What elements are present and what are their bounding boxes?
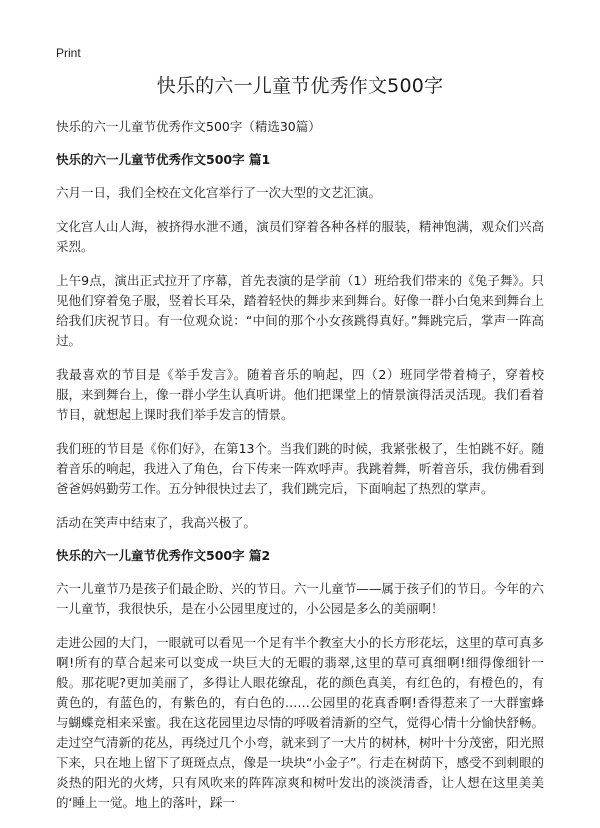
paragraph: 走进公园的大门，一眼就可以看见一个足有半个教室大小的长方形花坛，这里的草可真多啊!所有的草合起来可以变成一块巨大的无暇的翡翠,这里的草可真细啊!细得像细针一般。那花呢?更加美丽了，多得让人眼花缭乱，花的颜色真美，有红色的，有橙色的，有黄色的，有蓝色的，有紫色的，有白色的……公园里的花真香啊!香得惹来了一大群蜜蜂与蝴蝶竞相来采蜜。我在这花园里边尽情的呼吸着清新的空气，觉得心情十分愉快舒畅。走过空气清新的花丛，再绕过几个小弯，就来到了一大片的树林，树叶十分茂密，阳光照下来，只在地上留下了斑斑点点，像是一块块“小金子”。行走在树荫下，感受不到刺眼的炎热的阳光的火烤，只有风吹来的阵阵凉爽和树叶发出的淡淡清香，让人想在这里美美的‘睡上一觉。地上的落叶，踩一 <box>56 635 544 810</box>
paragraph: 我最喜欢的节目是《举手发言》。随着音乐的响起，四（2）班同学带着椅子，穿着校服，来到舞台上，像一群小学生认真听讲。他们把课堂上的情景演得活灵活现。我们看着节目，就想起上课时我们举手发言的情景。 <box>56 367 544 422</box>
paragraph: 六月一日，我们全校在文化宫举行了一次大型的文艺汇演。 <box>56 185 382 200</box>
section-heading: 快乐的六一儿童节优秀作文500字 篇1 <box>56 152 271 167</box>
section-2 <box>56 547 544 813</box>
paragraph: 文化宫人山人海，被挤得水泄不通，演员们穿着各种各样的服装，精神饱满，观众们兴高采烈。 <box>56 219 544 254</box>
document-title: 快乐的六一儿童节优秀作文500字 <box>156 75 444 97</box>
section-1 <box>56 151 544 533</box>
paragraph: 六一儿童节乃是孩子们最企盼、兴的节日。六一儿童节——属于孩子们的节日。今年的六一儿童节，我很快乐，是在小公园里度过的，小公园是多么的美丽啊！ <box>56 581 544 616</box>
document-subtitle: 快乐的六一儿童节优秀作文500字（精选30篇） <box>56 119 321 134</box>
print-link[interactable]: Print <box>56 46 81 60</box>
section-heading: 快乐的六一儿童节优秀作文500字 篇2 <box>56 548 271 563</box>
paragraph: 活动在笑声中结束了，我高兴极了。 <box>56 515 257 530</box>
paragraph: 我们班的节目是《你们好》，在第13个。当我们跳的时候，我紧张极了，生怕跳不好。随着音乐的响起，我进入了角色，台下传来一阵欢呼声。我跳着舞，听着音乐，我仿佛看到爸爸妈妈勤劳工作。五分钟很快过去了，我们跳完后，下面响起了热烈的掌声。 <box>56 441 544 496</box>
paragraph: 上午9点，演出正式拉开了序幕，首先表演的是学前（1）班给我们带来的《兔子舞》。只见他们穿着兔子服，竖着长耳朵，踏着轻快的舞步来到舞台。好像一群小白兔来到舞台上给我们庆祝节日。有一位观众说：“中间的那个小女孩跳得真好。”舞跳完后，掌声一阵高过。 <box>56 273 544 348</box>
